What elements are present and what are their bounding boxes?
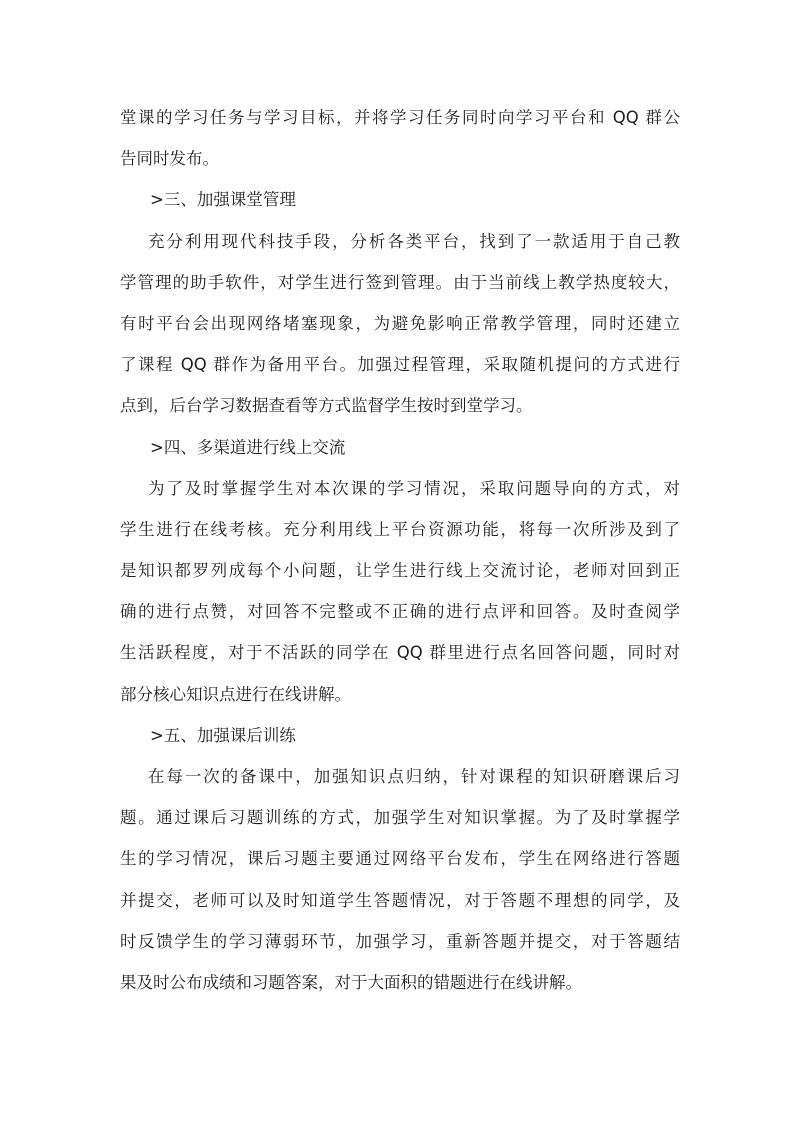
paragraph-line: 生的学习情况，课后习题主要通过网络平台发布，学生在网络进行答题 (120, 849, 680, 869)
section-online-communication (120, 427, 680, 715)
paragraph-line: 确的进行点赞，对回答不完整或不正确的进行点评和回答。及时查阅学 (120, 602, 680, 622)
paragraph-line: 部分核心知识点进行在线讲解。 (120, 684, 351, 704)
paragraph-line: 时反馈学生的学习薄弱环节，加强学习，重新答题并提交，对于答题结 (120, 931, 680, 951)
paragraph-line: 是知识都罗列成每个小问题，让学生进行线上交流讨论，老师对回到正 (120, 561, 680, 581)
paragraph-line: 了课程 QQ 群作为备用平台。加强过程管理，采取随机提问的方式进行 (120, 355, 680, 375)
paragraph-line: 告同时发布。 (120, 149, 219, 169)
paragraph-line: 生活跃程度，对于不活跃的同学在 QQ 群里进行点名回答问题，同时对 (120, 643, 680, 663)
section-heading: >五、加强课后训练 (150, 725, 296, 745)
paragraph-line: 有时平台会出现网络堵塞现象，为避免影响正常教学管理，同时还建立 (120, 313, 680, 333)
section-after-class-training (120, 715, 680, 1003)
paragraph-line: 题。通过课后习题训练的方式，加强学生对知识掌握。为了及时掌握学 (120, 808, 680, 828)
paragraph-line: 点到，后台学习数据查看等方式监督学生按时到堂学习。 (120, 396, 533, 416)
paragraph-line: 学管理的助手软件，对学生进行签到管理。由于当前线上教学热度较大， (120, 272, 680, 292)
paragraph-line: 果及时公布成绩和习题答案，对于大面积的错题进行在线讲解。 (120, 972, 582, 992)
paragraph-line: 并提交，老师可以及时知道学生答题情况，对于答题不理想的同学，及 (120, 890, 680, 910)
section-heading: >三、加强课堂管理 (150, 190, 296, 210)
section-heading: >四、多渠道进行线上交流 (150, 437, 346, 457)
section-classroom-management (120, 179, 680, 426)
paragraph-line: 为了及时掌握学生对本次课的学习情况，采取问题导向的方式，对 (148, 478, 680, 498)
paragraph-line: 充分利用现代科技手段，分析各类平台，找到了一款适用于自己教 (148, 231, 680, 251)
paragraph-line: 在每一次的备课中，加强知识点归纳，针对课程的知识研磨课后习 (148, 767, 680, 786)
paragraph-line: 学生进行在线考核。充分利用线上平台资源功能，将每一次所涉及到了 (120, 519, 680, 539)
paragraph-line: 堂课的学习任务与学习目标，并将学习任务同时向学习平台和 QQ 群公 (120, 108, 680, 127)
document-body (120, 97, 680, 1003)
intro-paragraph (120, 97, 680, 179)
